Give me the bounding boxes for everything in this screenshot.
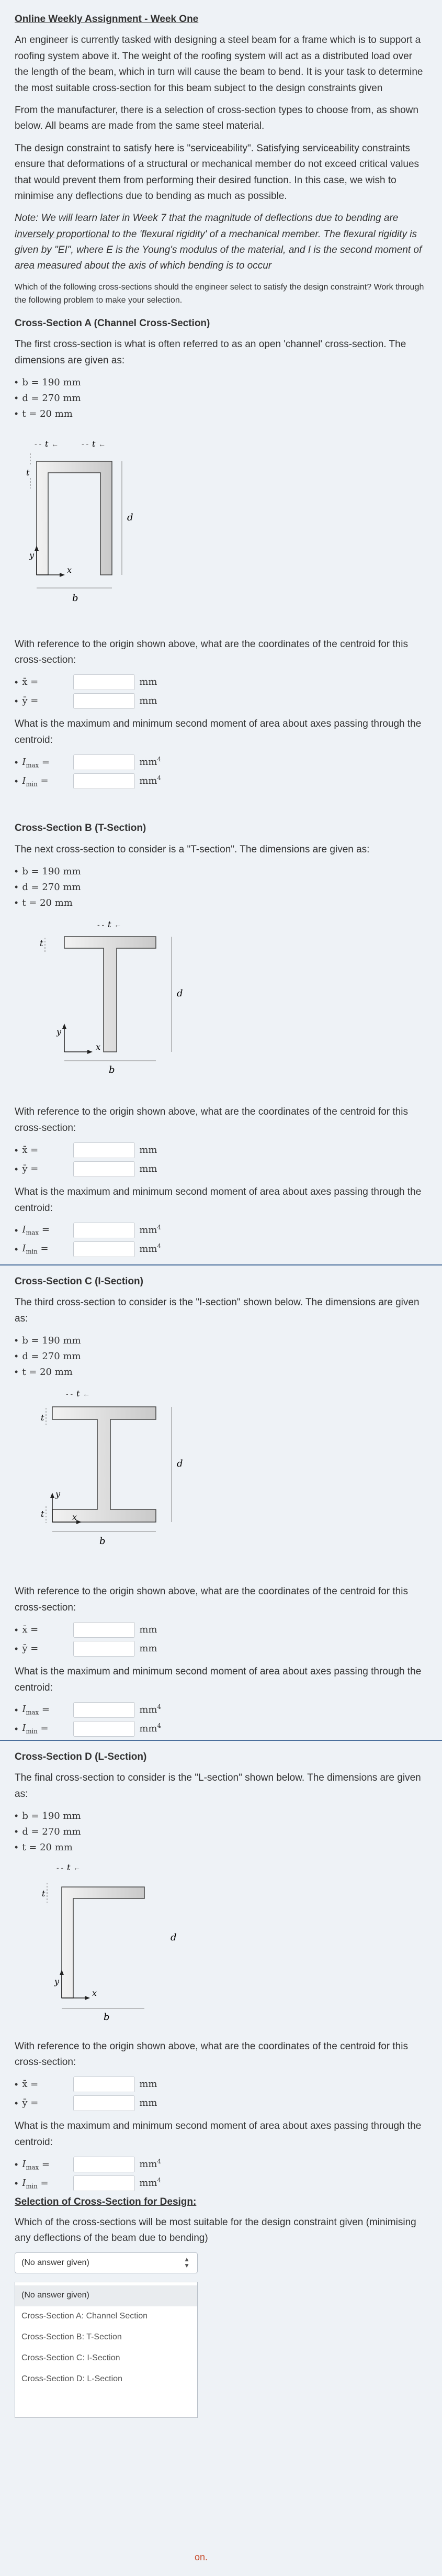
channel-shape	[37, 461, 112, 575]
dimension-b: • b = 190 mm	[15, 375, 427, 391]
answer-row-imax: • $I_{max}$ = $mm^4$	[15, 2157, 427, 2172]
y-axis-label-c: y	[55, 1489, 61, 1500]
intro-paragraph-2: From the manufacturer, there is a selection of cross-section types to choose from, as shown below. All beams are made from the same steel material.	[15, 104, 418, 132]
t-label-a3: t	[26, 467, 30, 478]
svg-text:←: ←	[83, 1390, 90, 1398]
answer-row-ybar: • ȳ = mm	[15, 693, 427, 709]
x-axis-label-d: x	[92, 1987, 97, 1998]
answer-row-imax: • $I_{max}$ = $mm^4$	[15, 1702, 427, 1718]
note-paragraph	[15, 210, 427, 274]
x-axis-label-a: x	[67, 564, 72, 575]
dropdown-option[interactable]: Cross-Section A: Channel Section	[21, 2312, 148, 2321]
answer-row-imin: • $I_{min}$ = $mm^4$	[15, 1721, 427, 1737]
intro-paragraph-3: The design constraint to satisfy here is "serviceability". Satisfying serviceability constraints ensure that deformations of a structural or mechanical member do not exceed critical values that would prevent them from performing their desired function. In this case, we wish to minimise any deflections due to bending as much as possible.	[15, 142, 420, 202]
t-label-b2: t	[40, 938, 43, 949]
svg-text:- -: - -	[35, 439, 42, 448]
dimension-b: • b = 190 mm	[15, 1808, 427, 1824]
section-b-xbar-input[interactable]	[73, 1142, 135, 1158]
selection-section	[15, 2194, 427, 2418]
t-label-b1: t	[108, 919, 111, 930]
section-divider	[0, 1740, 442, 1741]
dimension-t: • t = 20 mm	[15, 1364, 427, 1380]
section-c-imax-input[interactable]	[73, 1702, 135, 1718]
answer-row-ybar: • ȳ = mm	[15, 2095, 427, 2111]
section-d-xbar-input[interactable]	[73, 2077, 135, 2092]
answer-row-xbar: • x̄ = mm	[15, 674, 427, 690]
dropdown-option[interactable]: (No answer given)	[15, 2285, 197, 2306]
section-d	[15, 1749, 427, 2191]
dimension-d: • d = 270 mm	[15, 1349, 427, 1364]
svg-text:←: ←	[98, 439, 106, 448]
answer-row-xbar: • x̄ = mm	[15, 1622, 427, 1638]
trailing-text: on.	[195, 2552, 208, 2562]
t-label-c2: t	[41, 1413, 44, 1423]
section-a-centroid-question: With reference to the origin shown above, what are the coordinates of the centroid for this cross-section:	[15, 638, 408, 665]
section-c-description: The third cross-section to consider is the "I-section" shown below. The dimensions are given as:	[15, 1297, 420, 1324]
answer-row-xbar: • x̄ = mm	[15, 2077, 427, 2092]
section-d-dimensions	[15, 1808, 427, 1855]
answer-row-imax: • $I_{max}$ = $mm^4$	[15, 754, 427, 770]
note-text-end: to the 'flexural rigidity' of a mechanical member. The flexural rigidity is given by "EI", where E is the Young's modulus of the material, and I is the second moment of area measured about the axis of which bending is to occur	[15, 228, 422, 272]
section-b-heading: Cross-Section B (T-Section)	[15, 823, 146, 834]
dimension-d: • d = 270 mm	[15, 880, 427, 895]
section-c-imin-input[interactable]	[73, 1721, 135, 1737]
t-label-a1: t	[45, 438, 49, 449]
cross-section-select-wrap	[15, 2252, 427, 2418]
note-text-start: Note: We will learn later in Week 7 that the magnitude of deflections due to bending are	[15, 213, 399, 224]
section-b-imax-input[interactable]	[73, 1223, 135, 1238]
t-label-d2: t	[42, 1888, 46, 1898]
selection-question: Which of the cross-sections will be most suitable for the design constraint given (minimising any deflections of the beam due to bending)	[15, 2216, 416, 2244]
section-d-imax-input[interactable]	[73, 2157, 135, 2172]
dropdown-option[interactable]: Cross-Section B: T-Section	[21, 2333, 122, 2342]
channel-section-diagram	[15, 428, 427, 627]
b-label-d: b	[104, 2011, 110, 2023]
svg-text:- -: - -	[97, 920, 105, 929]
svg-text:←: ←	[73, 1863, 81, 1872]
section-divider	[0, 1264, 442, 1265]
section-c-moment-question: What is the maximum and minimum second moment of area about axes passing through the centroid:	[15, 1666, 422, 1693]
section-d-heading: Cross-Section D (L-Section)	[15, 1751, 147, 1763]
section-a-moment-question: What is the maximum and minimum second moment of area about axes passing through the centroid:	[15, 718, 422, 746]
y-axis-label-a: y	[29, 550, 35, 560]
x-axis-label-b: x	[96, 1042, 101, 1052]
t-label-c1: t	[76, 1389, 80, 1399]
svg-text:- -: - -	[82, 439, 89, 448]
section-d-description: The final cross-section to consider is the "L-section" shown below. The dimensions are given as:	[15, 1772, 421, 1800]
page-title: Online Weekly Assignment - Week One	[15, 14, 199, 25]
cross-section-select[interactable]: (No answer given) ▲ ▼	[15, 2252, 198, 2273]
section-b	[15, 820, 427, 1257]
section-b-moment-question: What is the maximum and minimum second moment of area about axes passing through the centroid:	[15, 1186, 422, 1214]
cross-section-dropdown	[15, 2282, 198, 2418]
b-label-b: b	[109, 1064, 115, 1076]
d-label-a: d	[127, 512, 133, 523]
dimension-t: • t = 20 mm	[15, 895, 427, 911]
dimension-b: • b = 190 mm	[15, 864, 427, 880]
i-section-diagram	[15, 1386, 427, 1574]
y-axis-label-b: y	[56, 1027, 62, 1037]
section-a-description: The first cross-section is what is often referred to as an open 'channel' cross-section. The dimensions are given as:	[15, 339, 406, 366]
section-a-xbar-input[interactable]	[73, 674, 135, 690]
dropdown-option[interactable]: Cross-Section C: I-Section	[21, 2353, 120, 2363]
t-shape	[64, 937, 156, 1052]
section-c	[15, 1274, 427, 1737]
t-label-a2: t	[92, 438, 96, 449]
b-label-c: b	[99, 1536, 106, 1547]
select-arrows-icon: ▲ ▼	[184, 2256, 190, 2270]
section-a-imin-input[interactable]	[73, 773, 135, 789]
dropdown-option[interactable]: Cross-Section D: L-Section	[21, 2374, 122, 2384]
svg-text:←: ←	[51, 439, 59, 448]
answer-row-imax: • $I_{max}$ = $mm^4$	[15, 1223, 427, 1238]
section-a-ybar-input[interactable]	[73, 693, 135, 709]
d-label-d: d	[171, 1931, 177, 1943]
answer-row-imin: • $I_{min}$ = $mm^4$	[15, 2175, 427, 2191]
section-c-ybar-input[interactable]	[73, 1641, 135, 1657]
svg-text:- -: - -	[56, 1863, 64, 1872]
dimension-d: • d = 270 mm	[15, 1824, 427, 1840]
svg-text:- -: - -	[66, 1390, 73, 1398]
section-d-ybar-input[interactable]	[73, 2095, 135, 2111]
answer-row-imin: • $I_{min}$ = $mm^4$	[15, 773, 427, 789]
y-axis-label-d: y	[54, 1976, 60, 1986]
b-label-a: b	[72, 592, 78, 604]
section-b-dimensions	[15, 864, 427, 911]
section-c-centroid-question: With reference to the origin shown above, what are the coordinates of the centroid for this cross-section:	[15, 1586, 408, 1613]
t-label-d1: t	[67, 1862, 71, 1872]
dimension-t: • t = 20 mm	[15, 1840, 427, 1856]
section-c-heading: Cross-Section C (I-Section)	[15, 1275, 143, 1287]
section-a-dimensions	[15, 375, 427, 421]
section-a-heading: Cross-Section A (Channel Cross-Section)	[15, 318, 210, 329]
dimension-t: • t = 20 mm	[15, 406, 427, 422]
section-d-moment-question: What is the maximum and minimum second moment of area about axes passing through the centroid:	[15, 2120, 422, 2148]
answer-row-xbar: • x̄ = mm	[15, 1142, 427, 1158]
dimension-d: • d = 270 mm	[15, 391, 427, 406]
answer-row-ybar: • ȳ = mm	[15, 1161, 427, 1177]
section-b-imin-input[interactable]	[73, 1241, 135, 1257]
note-underlined-text: inversely proportional	[15, 228, 109, 240]
svg-text:←: ←	[114, 920, 121, 929]
section-d-imin-input[interactable]	[73, 2175, 135, 2191]
section-b-centroid-question: With reference to the origin shown above, what are the coordinates of the centroid for this cross-section:	[15, 1106, 408, 1134]
section-b-ybar-input[interactable]	[73, 1161, 135, 1177]
section-c-dimensions	[15, 1333, 427, 1380]
l-shape	[62, 1887, 144, 1998]
t-section-diagram	[15, 917, 427, 1095]
section-a-imax-input[interactable]	[73, 754, 135, 770]
x-axis-label-c: x	[72, 1512, 77, 1523]
t-label-c3: t	[41, 1509, 44, 1519]
d-label-c: d	[177, 1458, 183, 1470]
selection-heading: Selection of Cross-Section for Design:	[15, 2196, 197, 2208]
section-b-description: The next cross-section to consider is a "T-section". The dimensions are given as:	[15, 843, 370, 855]
answer-row-ybar: • ȳ = mm	[15, 1641, 427, 1657]
instruction-text: Which of the following cross-sections should the engineer select to satisfy the design constraint? Work through the following problem to make your selection.	[15, 282, 424, 305]
answer-row-imin: • $I_{min}$ = $mm^4$	[15, 1241, 427, 1257]
d-label-b: d	[177, 988, 183, 1000]
i-shape	[52, 1407, 156, 1522]
l-section-diagram	[15, 1862, 427, 2029]
intro-paragraph-1: An engineer is currently tasked with designing a steel beam for a frame which is to support a roofing system above it. The weight of the roofing system will act as a distributed load over the length of the beam, which in turn will cause the beam to bend. It is your task to determine the most suitable cross-section for this beam subject to the design constraints given	[15, 35, 423, 94]
dimension-b: • b = 190 mm	[15, 1333, 427, 1349]
section-c-xbar-input[interactable]	[73, 1622, 135, 1638]
section-a	[15, 316, 427, 789]
section-d-centroid-question: With reference to the origin shown above, what are the coordinates of the centroid for this cross-section:	[15, 2040, 408, 2068]
